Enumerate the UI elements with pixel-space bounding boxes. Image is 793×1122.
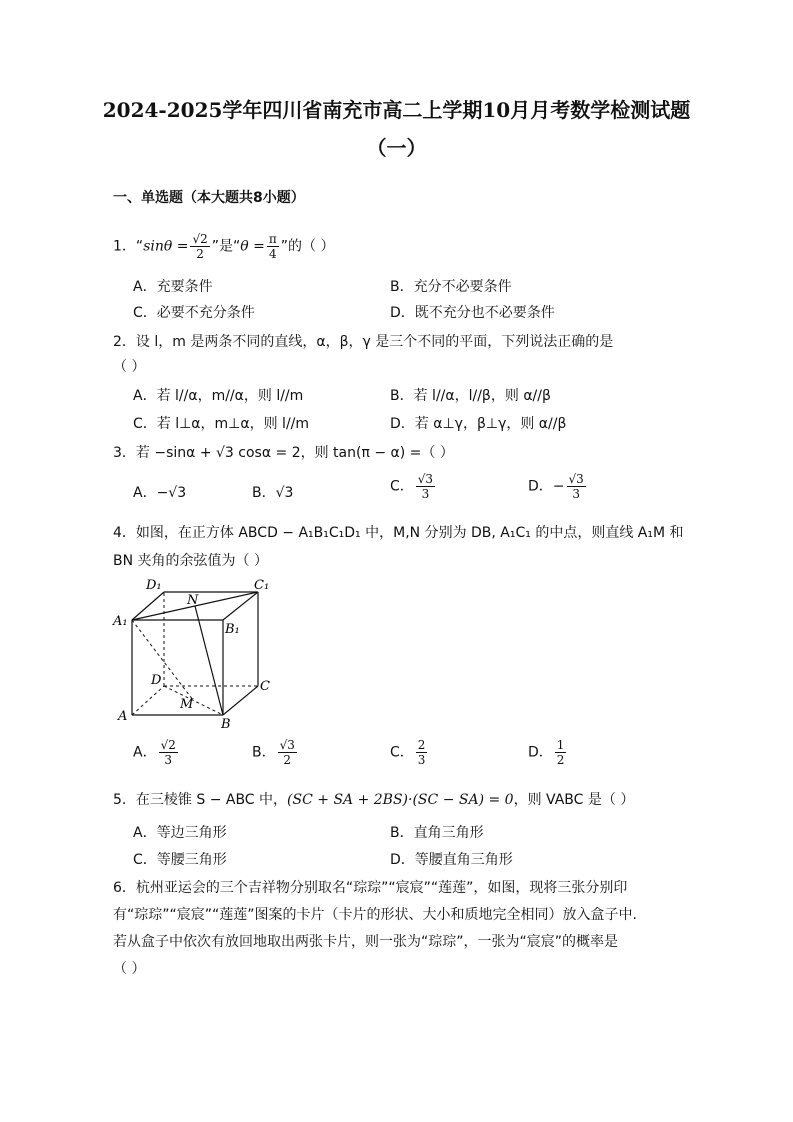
q4-option-c[interactable] [390,738,429,767]
edge-a-d [132,686,164,715]
q1-option-a[interactable]: A．充要条件 [133,279,213,295]
segment-b-n [195,606,223,715]
q4-option-b-label: B． [252,744,276,761]
q4-option-b-num: √3 [279,738,295,752]
q1-mid: ”是“ [211,238,241,255]
q4-option-a-fraction [159,738,178,767]
section-heading: 一、单选题（本大题共8小题） [113,190,305,206]
q5-vector-expression: (SC + SA + 2BS)·(SC − SA) = 0 [287,792,514,808]
q4-option-c-num: 2 [417,738,426,752]
q3-option-a[interactable]: A．−√3 [133,485,187,501]
q3-option-d[interactable] [528,472,588,501]
q4-option-d-num: 1 [556,738,565,752]
q5-text-pre: 5．在三棱锥 S − ABC 中， [113,792,288,808]
q4-option-c-fraction [416,738,428,767]
label-d: D [151,673,162,688]
q3-option-c-label: C． [390,478,414,495]
q2-option-b[interactable]: B．若 l//α，l//β，则 α//β [390,388,551,404]
q1-text-pre: “ [135,238,144,255]
label-a: A [118,709,128,724]
q4-option-b[interactable] [252,738,299,767]
question-6-line3: 若从盒子中依次有放回地取出两张卡片，则一张为“琮琮”，一张为“宸宸”的概率是 [113,934,619,950]
label-m: M [180,697,194,712]
q4-option-c-den: 3 [417,753,426,767]
q4-option-d-fraction [555,738,567,767]
q4-option-a-label: A． [133,744,157,761]
q1-expr1-num: √2 [192,232,208,246]
q5-option-b[interactable]: B．直角三角形 [390,825,484,841]
q4-option-b-fraction [278,738,297,767]
question-3: 3．若 −sinα + √3 cosα = 2，则 tan(π − α) =（ ） [113,445,454,461]
question-2-line1: 2．设 l，m 是两条不同的直线，α，β，γ 是三个不同的平面，下列说法正确的是 [113,334,614,350]
q1-option-b[interactable]: B．充分不必要条件 [390,279,512,295]
q4-option-c-label: C． [390,744,414,761]
segment-a1-m [132,620,193,700]
question-2-line2: （ ） [113,359,146,375]
paper-title-line2: （一） [366,136,427,160]
label-a1: A₁ [113,614,128,629]
q1-text-post: ”的（ ） [280,238,335,255]
q4-option-d-label: D． [528,744,553,761]
q1-expr2-num: π [268,232,277,246]
question-6-line4: （ ） [113,961,146,977]
q1-expr1-lhs: sinθ = [143,238,189,255]
q2-option-d[interactable]: D．若 α⊥γ，β⊥γ，则 α//β [390,416,567,432]
q1-expr2-fraction [267,232,279,261]
question-1 [113,232,334,261]
q3-option-c-den: 3 [421,487,430,501]
q4-option-a[interactable] [133,738,180,767]
q1-expr1-den: 2 [196,247,204,261]
q3-option-b[interactable]: B．√3 [252,485,294,501]
q1-expr2-lhs: θ = [240,238,265,255]
label-d1: D₁ [146,578,162,593]
q4-option-d[interactable] [528,738,568,767]
paper-title-line1: 2024-2025学年四川省南充市高二上学期10月月考数学检测试题 [102,98,691,122]
label-n: N [187,593,199,608]
q1-option-c[interactable]: C．必要不充分条件 [133,305,255,321]
q4-option-d-den: 2 [556,753,565,767]
label-b: B [221,717,231,732]
q5-option-c[interactable]: C．等腰三角形 [133,852,227,868]
q1-expr1-fraction [190,232,209,261]
segment-d-b [164,686,223,715]
q3-option-d-label: D．− [528,478,565,495]
q3-option-c-num: √3 [417,472,434,486]
question-4-line1: 4．如图，在正方体 ABCD − A₁B₁C₁D₁ 中，M,N 分别为 DB, A₁C₁ 的中点，则直线 A₁M 和 [113,525,684,541]
q5-option-a[interactable]: A．等边三角形 [133,825,227,841]
edge-b-c [223,686,258,715]
q1-expr2-den: 4 [269,247,277,261]
q2-option-a[interactable]: A．若 l//α，m//α，则 l//m [133,388,304,404]
q3-option-d-num: √3 [568,472,584,486]
q2-option-c[interactable]: C．若 l⊥α，m⊥α，则 l//m [133,416,310,432]
q4-option-b-den: 2 [283,753,292,767]
label-c: C [260,679,270,694]
q1-option-d[interactable]: D．既不充分也不必要条件 [390,305,555,321]
question-5 [113,789,634,809]
q5-option-d[interactable]: D．等腰直角三角形 [390,852,513,868]
question-4-line2: BN 夹角的余弦值为（ ） [113,553,268,569]
q3-option-c-fraction [416,472,435,501]
question-6-line2: 有“琮琮”“宸宸”“莲莲”图案的卡片（卡片的形状、大小和质地完全相同）放入盒子中. [113,907,637,923]
q4-option-a-den: 3 [164,753,173,767]
q3-option-d-fraction [567,472,586,501]
label-c1: C₁ [254,578,270,593]
q3-option-d-den: 3 [572,487,580,501]
cube-figure [110,572,290,732]
question-6-line1: 6．杭州亚运会的三个吉祥物分别取名“琮琮”“宸宸”“莲莲”，如图，现将三张分别印 [113,880,628,896]
edge-d1-a1 [132,592,164,620]
q5-text-post: ，则 VABC 是（ ） [513,792,635,808]
q3-option-c[interactable] [390,472,437,501]
q4-option-a-num: √2 [160,738,176,752]
label-b1: B₁ [225,622,240,637]
q1-number: 1． [113,238,136,255]
